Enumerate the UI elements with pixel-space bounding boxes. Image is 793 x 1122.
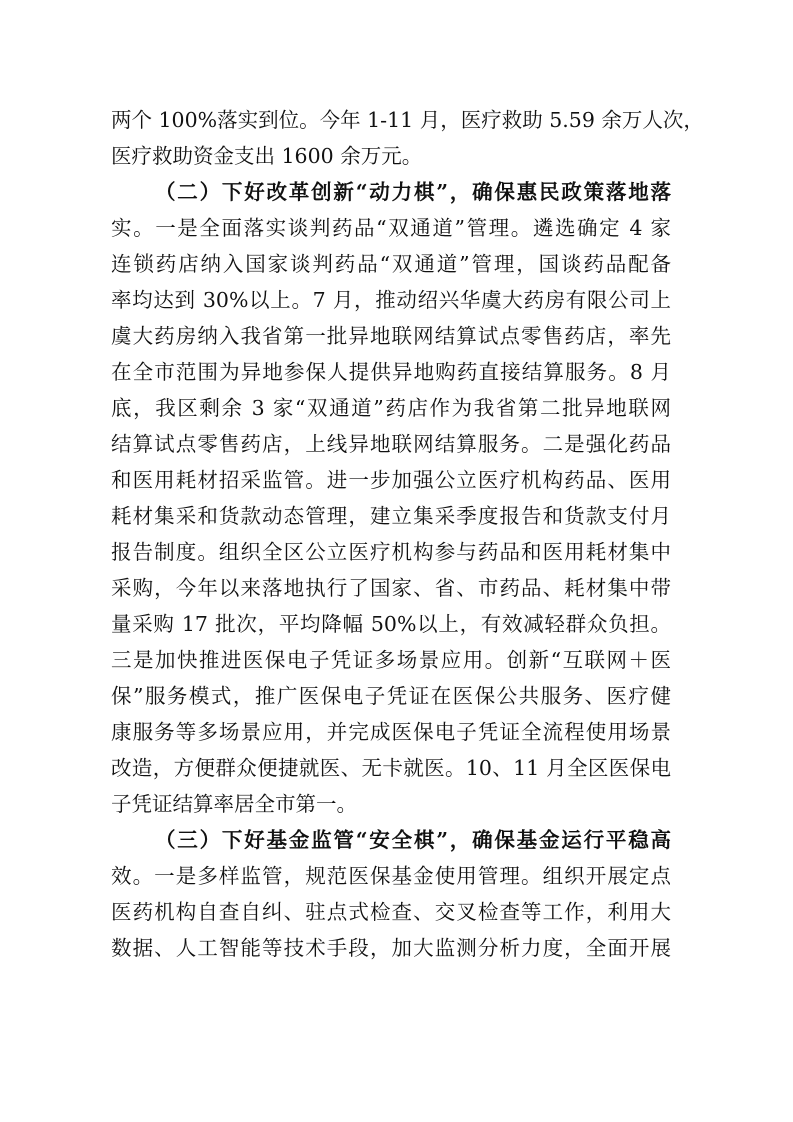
text-line: 保”服务模式，推广医保电子凭证在医保公共服务、医疗健 — [111, 684, 671, 708]
section-heading-2: （二）下好改革创新“动力棋”，确保惠民政策落地落 — [155, 180, 671, 204]
text-line: 采购，今年以来落地执行了国家、省、市药品、耗材集中带 — [111, 576, 671, 600]
body-text — [111, 102, 704, 966]
text-line: 和医用耗材招采监管。进一步加强公立医疗机构药品、医用 — [111, 468, 671, 492]
text-line: 虞大药房纳入我省第一批异地联网结算试点零售药店，率先 — [111, 324, 671, 348]
section-heading-3: （三）下好基金监管“安全棋”，确保基金运行平稳高 — [155, 828, 671, 852]
text-line: 数据、人工智能等技术手段，加大监测分析力度，全面开展 — [111, 936, 671, 960]
text-line: 报告制度。组织全区公立医疗机构参与药品和医用耗材集中 — [111, 540, 671, 564]
text-line: 量采购 17 批次，平均降幅 50%以上，有效减轻群众负担。 — [111, 612, 671, 636]
text-line: 耗材集采和货款动态管理，建立集采季度报告和货款支付月 — [111, 504, 671, 528]
text-line: 底，我区剩余 3 家“双通道”药店作为我省第二批异地联网 — [111, 396, 671, 420]
text-line: 医疗救助资金支出 1600 余万元。 — [111, 144, 423, 168]
text-line: 康服务等多场景应用，并完成医保电子凭证全流程使用场景 — [111, 720, 671, 744]
text-line: 实。一是全面落实谈判药品“双通道”管理。遴选确定 4 家 — [111, 216, 671, 240]
text-line: 改造，方便群众便捷就医、无卡就医。10、11 月全区医保电 — [111, 756, 671, 780]
text-line: 在全市范围为异地参保人提供异地购药直接结算服务。8 月 — [111, 360, 671, 384]
text-line: 率均达到 30%以上。7 月，推动绍兴华虞大药房有限公司上 — [111, 288, 671, 312]
text-line: 连锁药店纳入国家谈判药品“双通道”管理，国谈药品配备 — [111, 252, 671, 276]
text-line: 三是加快推进医保电子凭证多场景应用。创新“互联网＋医 — [111, 648, 671, 672]
text-line: 效。一是多样监管，规范医保基金使用管理。组织开展定点 — [111, 864, 671, 888]
text-line: 两个 100%落实到位。今年 1-11 月，医疗救助 5.59 余万人次， — [111, 108, 704, 132]
text-line: 医药机构自查自纠、驻点式检查、交叉检查等工作，利用大 — [111, 900, 671, 924]
text-line: 结算试点零售药店，上线异地联网结算服务。二是强化药品 — [111, 432, 671, 456]
text-line: 子凭证结算率居全市第一。 — [111, 792, 357, 816]
